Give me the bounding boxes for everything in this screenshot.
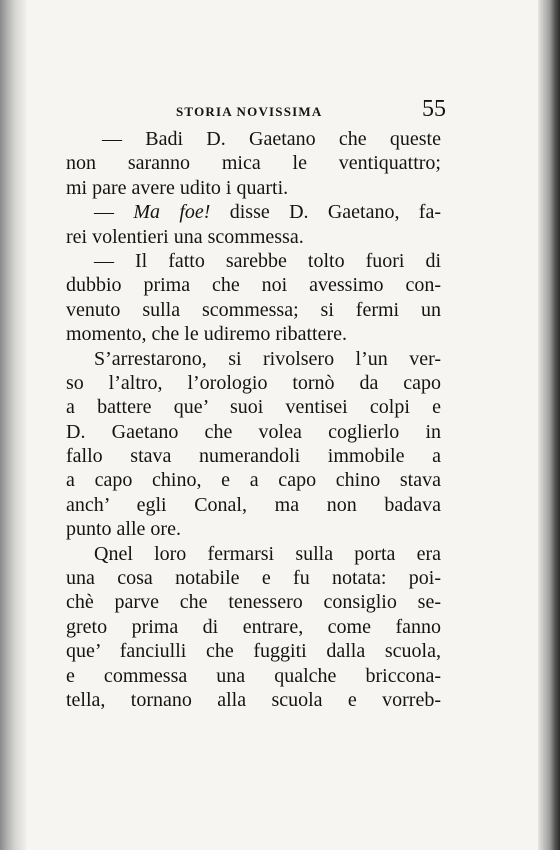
text-line: — Il fatto sarebbe tolto fuori di (94, 249, 441, 272)
text-line: e commessa una qualche bricconа- (66, 664, 441, 687)
text-line: venuto sulla scommessa; si fermi un (66, 298, 441, 321)
text-line: rei volentieri una scommessa. (66, 225, 304, 248)
text-line: dubbio prima che noi avessimo con- (66, 274, 441, 297)
running-title: STORIA NOVISSIMA (176, 104, 323, 119)
text-line: tella, tornano alla scuola e vorreb- (66, 688, 441, 711)
text-line: fallo stava numerandoli immobile a (66, 445, 441, 468)
text-line: Qnel loro fermarsi sulla porta era (94, 542, 441, 565)
page-edge-shadow (538, 0, 560, 850)
text-line: — Ma foe! disse D. Gaetano, fa- (94, 201, 441, 224)
text-line: S’arrestarono, si rivolsero l’un ver- (94, 347, 441, 370)
page-gutter-shadow (0, 0, 26, 850)
text-line: greto prima di entrare, come fanno (66, 615, 441, 638)
text-line: momento, che le udiremo ribattere. (66, 323, 348, 346)
page-header (176, 96, 446, 126)
text-line: punto alle ore. (66, 518, 181, 541)
text-line: una cosa notabile e fu notata: poi- (66, 567, 441, 590)
text-line: — Badi D. Gaetano che queste (102, 128, 441, 150)
page-number: 55 (422, 96, 446, 122)
body-text (66, 127, 441, 712)
text-line: D. Gaetano che volea coglierlo in (66, 420, 441, 443)
text-line: chè parve che tenessero consiglio se- (66, 591, 441, 614)
text-line: mi pare avere udito i quarti. (66, 176, 289, 199)
text-line: a battere que’ suoi ventisei colpi e (66, 396, 441, 419)
text-line: anch’ egli Conal, ma non badava (66, 493, 441, 516)
text-line: non saranno mica le ventiquattro; (66, 152, 441, 175)
text-line: a capo chino, e a capo chino stava (66, 469, 441, 492)
text-line: so l’altro, l’orologio tornò da capo (66, 371, 441, 394)
text-line: que’ fanciulli che fuggiti dalla scuola, (66, 640, 441, 663)
